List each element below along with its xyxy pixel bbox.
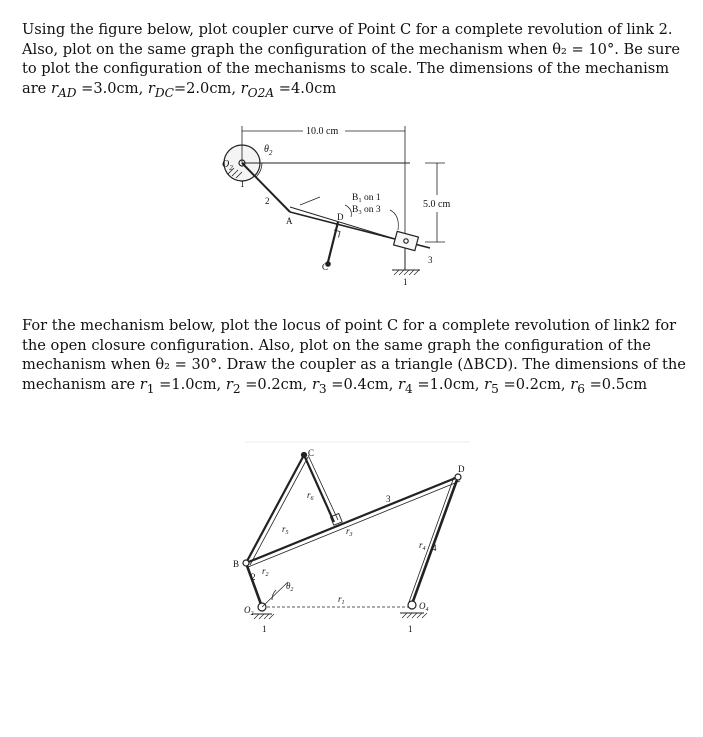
problem-2-statement <box>22 316 692 399</box>
label-r1: $r_1$ <box>338 594 345 606</box>
figure-2-mechanism <box>0 430 703 650</box>
label-link-3: 3 <box>386 494 391 504</box>
label-o2: $O_2$ <box>244 605 254 617</box>
problem-1-dimensions <box>50 79 337 100</box>
problem-1-statement <box>22 20 692 103</box>
label-ground-1b: 1 <box>403 277 408 287</box>
label-point-d: D <box>458 464 465 474</box>
label-ground-1b: 1 <box>408 624 413 634</box>
problem-2-dimensions <box>139 375 648 396</box>
figure-1-mechanism <box>0 110 703 300</box>
label-link-4: 4 <box>432 543 437 553</box>
label-link-2: 2 <box>251 572 256 582</box>
label-r4: $r_4$ <box>419 540 426 552</box>
dim-r1: $r_1 =1.0cm$, <box>139 375 222 396</box>
dim-r5: $r_5 =0.2cm$, <box>484 375 566 396</box>
label-theta2: $\theta_2$ <box>286 581 294 593</box>
label-ground-1a: 1 <box>240 179 245 189</box>
dim-r4: $r_4 =1.0cm$, <box>398 375 480 396</box>
dim-rad: $r_{AD} =3.0cm$, <box>50 79 144 100</box>
label-r5: $r_5$ <box>282 524 289 536</box>
link-dc-line <box>328 222 338 262</box>
link-r5 <box>246 455 304 563</box>
link-r2 <box>246 563 262 607</box>
label-o4: $O_4$ <box>419 601 429 613</box>
dim-vertical-label: 5.0 cm <box>423 199 451 210</box>
label-o2: $O_2$ <box>222 159 233 172</box>
dim-r6: $r_6 =0.5cm$ <box>570 375 648 396</box>
label-point-b: B <box>233 559 240 569</box>
label-b1-on-1: $B_1$ on 1 <box>352 193 381 204</box>
label-r3: $r_3$ <box>346 526 353 538</box>
dim-horizontal-label: 10.0 cm <box>306 126 339 137</box>
pivot-o4 <box>408 601 416 609</box>
label-link-3: 3 <box>428 255 433 265</box>
problem-1-text: Using the figure below, plot coupler curve of Point C for a complete revolution of link 2. Also, plot on the same graph the configuration of the mechanism when θ₂ = 10°. Be sure to plot the configuration of the mechanisms to scale. The dimensions of the mechanism are <box>22 21 681 97</box>
label-r2: $r_2$ <box>262 566 269 578</box>
label-b3-on-3: $B_3$ on 3 <box>352 205 381 216</box>
label-point-d: D <box>337 212 344 222</box>
link-r6 <box>304 455 334 522</box>
label-theta2: $\theta_2$ <box>264 144 273 157</box>
joint-b <box>243 560 249 566</box>
dim-r2: $r_2 =0.2cm$, <box>225 375 308 396</box>
problem-2-text: For the mechanism below, plot the locus of point C for a complete revolution of link2 for the open closure configuration. Also, plot on the same graph the configuration of the mechanism when θ₂ = 30°. Draw the coupler as a triangle (ΔBCD). The dimensions of the mechanism are <box>22 317 686 393</box>
label-point-c: C <box>308 448 315 458</box>
dim-ro2a: $r_{O2A} =4.0cm$ <box>240 79 337 100</box>
joint-d <box>455 474 461 480</box>
link-r3 <box>246 477 458 563</box>
joint-c <box>302 453 307 458</box>
label-point-a: A <box>286 216 293 226</box>
dim-rdc: $r_{DC}=2.0cm$, <box>147 79 236 100</box>
label-r6: $r_6$ <box>307 490 314 502</box>
label-ground-1a: 1 <box>262 624 267 634</box>
label-link-2: 2 <box>265 196 270 206</box>
dim-r3: $r_3 =0.4cm$, <box>311 375 394 396</box>
label-point-c: C <box>322 262 329 272</box>
